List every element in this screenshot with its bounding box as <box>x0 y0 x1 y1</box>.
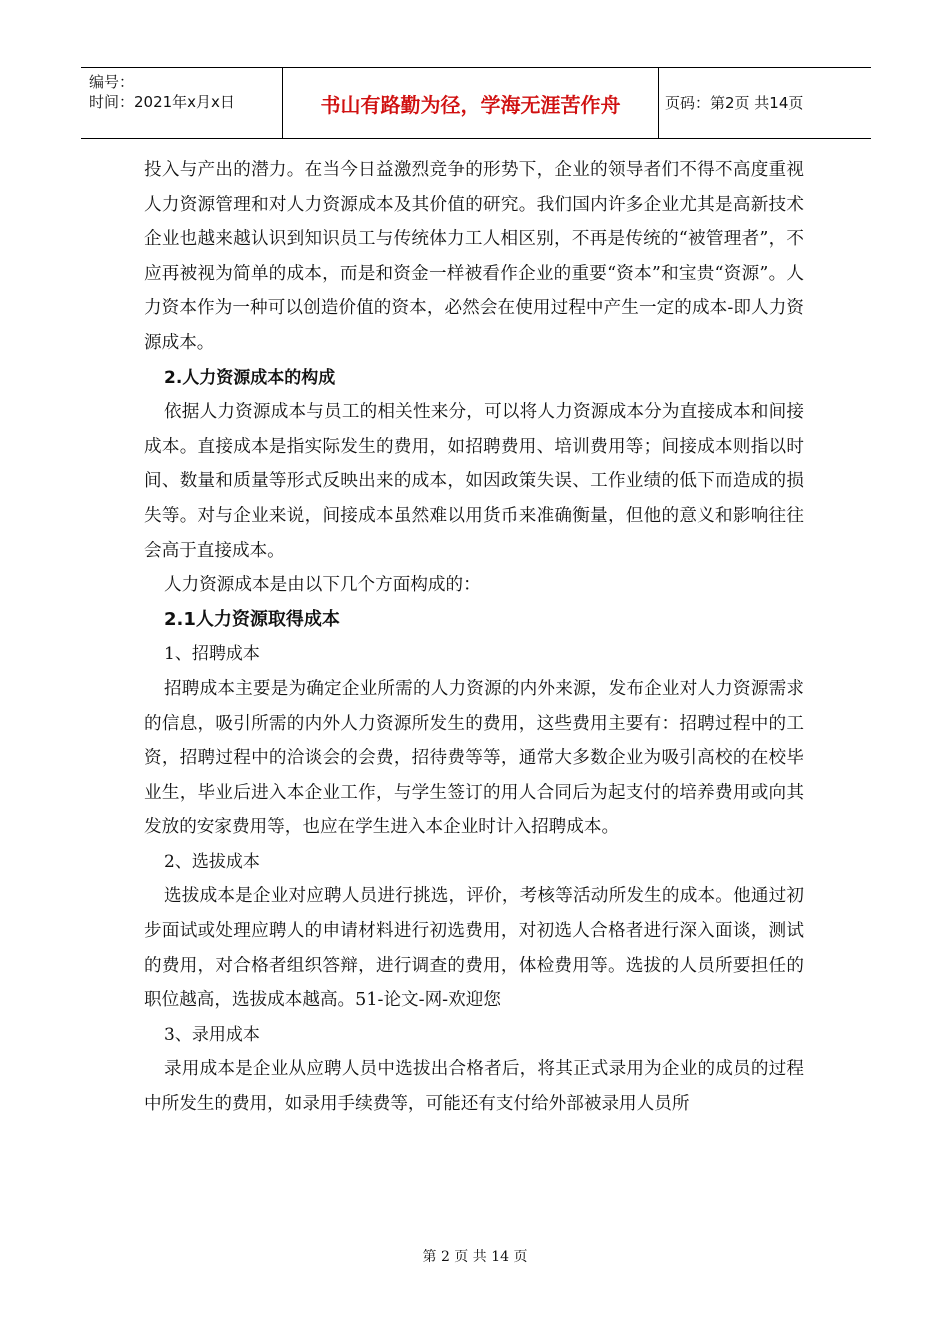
header-info <box>89 72 235 112</box>
item-heading: 1、招聘成本 <box>164 644 260 665</box>
paragraph: 录用成本是企业从应聘人员中选拔出合格者后，将其正式录用为企业的成员的过程中所发生的费用，如录用手续费等，可能还有支付给外部被录用人员所 <box>144 1059 804 1115</box>
header-page-number: 页码：第2页 共14页 <box>665 94 804 112</box>
page-header <box>81 67 871 139</box>
subsection-heading: 2.1人力资源取得成本 <box>164 608 340 630</box>
item-heading: 2、选拔成本 <box>164 851 260 872</box>
header-motto-cell <box>282 68 659 138</box>
paragraph: 招聘成本主要是为确定企业所需的人力资源的内外来源，发布企业对人力资源需求的信息，吸引所需的内外人力资源所发生的费用，这些费用主要有：招聘过程中的工资，招聘过程中的洽谈会的会费，招待费等等，通常大多数企业为吸引高校的在校毕业生，毕业后进入本企业工作，与学生签订的用人合同后为起支付的培养费用或向其发放的安家费用等，也应在学生进入本企业时计入招聘成本。 <box>144 678 804 838</box>
item-heading: 3、录用成本 <box>164 1024 260 1045</box>
page-footer: 第 2 页 共 14 页 <box>422 1249 528 1265</box>
paragraph: 选拔成本是企业对应聘人员进行挑选，评价，考核等活动所发生的成本。他通过初步面试或处理应聘人的申请材料进行初选费用，对初选人合格者进行深入面谈，测试的费用，对合格者组织答辩，进行调查的费用，体检费用等。选拔的人员所要担任的职位越高，选拔成本越高。51-论文-网-欢迎您 <box>144 886 804 1011</box>
section-heading: 2.人力资源成本的构成 <box>164 367 336 388</box>
document-body <box>144 153 804 1122</box>
paragraph: 投入与产出的潜力。在当今日益激烈竞争的形势下，企业的领导者们不得不高度重视人力资源管理和对人力资源成本及其价值的研究。我们国内许多企业尤其是高新技术企业也越来越认识到知识员工与传统体力工人相区别，不再是传统的“被管理者”，不应再被视为简单的成本，而是和资金一样被看作企业的重要“资本”和宝贵“资源”。人力资本作为一种可以创造价值的资本，必然会在使用过程中产生一定的成本-即人力资源成本。 <box>144 160 804 353</box>
paragraph: 人力资源成本是由以下几个方面构成的： <box>164 575 481 596</box>
document-time-label: 时间：2021年x月x日 <box>89 93 235 111</box>
paragraph: 依据人力资源成本与员工的相关性来分，可以将人力资源成本分为直接成本和间接成本。直接成本是指实际发生的费用，如招聘费用、培训费用等；间接成本则指以时间、数量和质量等形式反映出来的成本，如因政策失误、工作业绩的低下而造成的损失等。对与企业来说，间接成本虽然难以用货币来准确衡量，但他的意义和影响往往会高于直接成本。 <box>144 402 804 561</box>
header-motto: 书山有路勤为径，学海无涯苦作舟 <box>320 92 621 117</box>
document-number-label: 编号： <box>89 73 135 91</box>
